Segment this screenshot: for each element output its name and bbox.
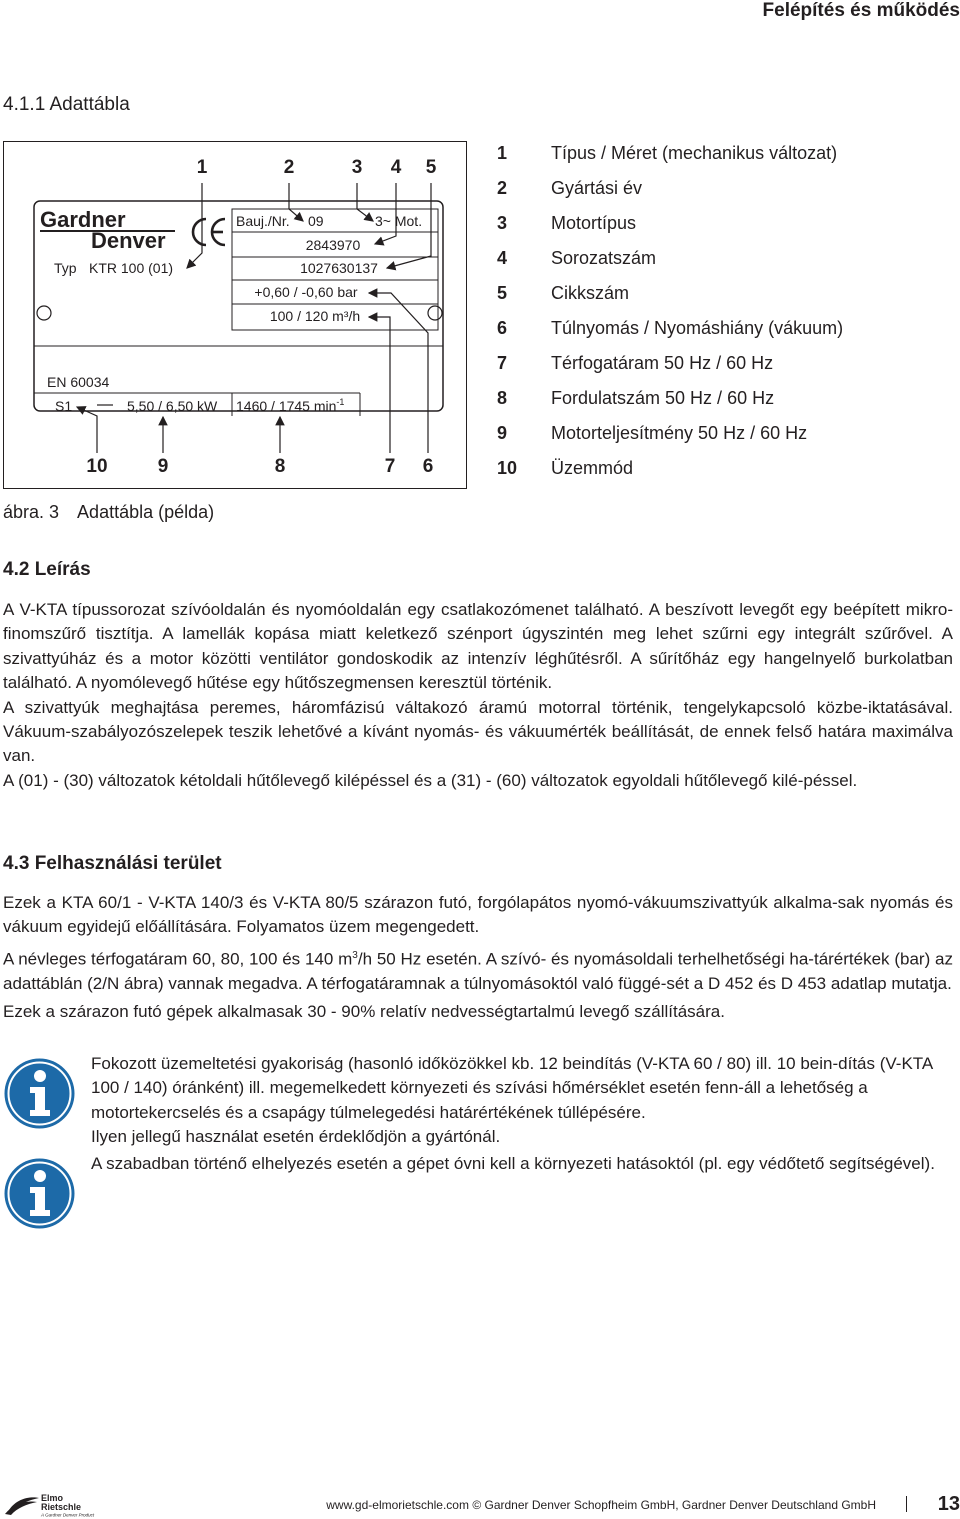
callout-2: 2 [283,157,295,178]
section-4-2-body [3,598,953,793]
legend-number: 7 [497,353,508,373]
year-value: 09 [308,213,324,229]
paragraph: A szivattyúk meghajtása peremes, háromfázisú váltakozó áramú motorral történik, tengelykapcsoló közbe-iktatásával. Vákuum-szabályozószelepek teszik lehetővé a kívánt nyomás- és vákuumérték beállítását, de ennek felső határa maximálva van. [3,697,953,766]
svg-text:Elmo: Elmo [41,1493,64,1503]
info-paragraph: Ilyen jellegű használat esetén érdeklődjön a gyártónál. [91,1127,501,1147]
mount-hole-right [428,306,442,320]
legend-item [497,311,957,346]
legend-label: Típus / Méret (mechanikus változat) [551,143,838,163]
legend-label: Sorozatszám [551,248,657,268]
callout-4: 4 [390,157,402,178]
legend-item [497,241,957,276]
callout-3: 3 [351,157,363,178]
legend-number: 8 [497,388,508,408]
caption-text: Adattábla (példa) [77,502,215,522]
legend-number: 2 [497,178,508,198]
ce-mark [193,219,225,245]
legend-label: Üzemmód [551,458,634,478]
power-value: 5,50 / 6,50 kW [127,398,218,414]
nameplate-legend [497,136,957,486]
legend-label: Gyártási év [551,178,643,198]
elmo-rietschle-logo [3,1492,103,1518]
callout-9: 9 [157,456,169,477]
figure-frame [4,142,467,489]
section-4-1-1-title: 4.1.1 Adattábla [3,94,130,115]
paragraph: A névleges térfogatáram 60, 80, 100 és 140 $m^3/h$ 50 Hz esetén. A szívó- és nyomásoldali terhelhetőségi ha-tárértékek (bar) az adattáblán (2/N ábra) vannak megadva. A térfogatáramnak a túlnyomásoktól való függé-sét a D 452 és D 453 adatlap mutatja. [3,949,953,993]
legend-number: 4 [497,248,508,268]
legend-label: Cikkszám [551,283,630,303]
legend-item [497,136,957,171]
legend-item [497,206,957,241]
legend-item [497,171,957,206]
legend-number: 3 [497,213,508,233]
footer-text [326,1498,876,1512]
paragraph: Ezek a KTA 60/1 - V-KTA 140/3 és V-KTA 80/5 szárazon futó, forgólapátos nyomó-vákuumszivattyúk alkalma-sak nyomás és vákuum egyidejű előállítására. Folyamatos üzem megengedett. [3,893,953,937]
caption-label: ábra. 3 [3,502,60,522]
legend-item [497,416,957,451]
flow-value: 100 / 120 m³/h [269,308,361,324]
paragraph: A (01) - (30) változatok kétoldali hűtőlevegő kilépéssel és a (31) - (60) változatok egyoldali hűtőlevegő kilé-péssel. [3,770,858,790]
article-value: 1027630137 [300,260,378,276]
legend-label: Túlnyomás / Nyomáshiány (vákuum) [551,318,844,338]
callout-10: 10 [86,456,108,477]
paragraph: A V-KTA típussorozat szívóoldalán és nyomóoldalán egy csatlakozómenet található. A beszívott levegőt egy beépített mikro-finomszűrő tisztítja. A lamellák kopása miatt keletkező szénport úgyszintén meg lehet szűrni egy integrált szűrővel. A szivattyúház és a motor közötti ventilátor gondoskodik az intenzív léghűtésről. A sűrítőház egy hangelnyelő burkolatban található. A nyomólevegő hűtése egy hűtőszegmensen keresztül történik. [3,600,953,693]
section-4-3-title: 4.3 Felhasználási terület [3,853,222,874]
paragraph: Ezek a szárazon futó gépek alkalmasak 30 - 90% relatív nedvességtartalmú levegő szállítására. [3,1002,725,1022]
info-note-1 [91,1052,953,1150]
bauj-label: Bauj./Nr. [236,213,290,229]
legend-item [497,381,957,416]
footer-url[interactable]: www.gd-elmorietschle.com [326,1498,469,1512]
footer-separator [906,1496,907,1512]
section-4-2-title: 4.2 Leírás [3,559,91,580]
legend-label: Fordulatszám 50 Hz / 60 Hz [551,388,775,408]
callout-6: 6 [422,456,434,477]
info-note-2 [91,1152,953,1176]
legend-item [497,276,957,311]
page-number: 13 [937,1493,960,1515]
legend-label: Térfogatáram 50 Hz / 60 Hz [551,353,774,373]
legend-label: Motortípus [551,213,637,233]
info-paragraph: Fokozott üzemeltetési gyakoriság (hasonló időközökkel kb. 12 beindítás (V-KTA 60 / 80) ill. 10 bein-dítás (V-KTA 100 / 140) óránként) ill. megemelkedett környezeti és szívási hőmérséklet esetén fenn-áll a lehetőség a motortekercselés és a csapágy túlmelegedési határértékének túllépésére. [91,1054,933,1122]
legend-label: Motorteljesítmény 50 Hz / 60 Hz [551,423,808,443]
legend-number: 9 [497,423,508,443]
svg-text:A Gardner Denver Product: A Gardner Denver Product [41,1512,95,1518]
pressure-value: +0,60 / -0,60 bar [254,284,358,300]
figure-caption [3,502,214,523]
info-paragraph: A szabadban történő elhelyezés esetén a gépet óvni kell a környezeti hatásoktól (pl. egy védőtető segítségével). [91,1154,935,1173]
footer-company: © Gardner Denver Schopfheim GmbH, Gardner Denver Deutschland GmbH [468,1498,876,1512]
callout-1: 1 [196,157,208,178]
speed-value: 1460 / 1745 $\min^{-1}$ [236,397,345,414]
legend-item [497,346,957,381]
brand-gardner: Gardner [40,207,126,232]
info-icon [3,1057,76,1130]
mount-hole-left [37,306,51,320]
motor-value: 3~ Mot. [375,213,423,229]
typ-label: Typ [54,260,77,276]
nameplate-figure [3,141,467,489]
legend-item [497,451,957,486]
mode-value: S1 [55,398,73,414]
callout-7: 7 [384,456,396,477]
section-4-3-body [3,891,953,1025]
legend-number: 5 [497,283,508,303]
standard-value: EN 60034 [47,374,110,390]
legend-number: 6 [497,318,508,338]
legend-number: 1 [497,143,508,163]
svg-text:Rietschle: Rietschle [41,1502,82,1512]
brand-denver: Denver [91,228,166,253]
serial-value: 2843970 [305,237,361,253]
callout-8: 8 [274,456,286,477]
typ-value: KTR 100 (01) [89,260,174,276]
page-header-title: Felépítés és működés [762,0,960,21]
info-icon [3,1157,76,1230]
callout-5: 5 [425,157,437,178]
legend-number: 10 [497,458,518,478]
